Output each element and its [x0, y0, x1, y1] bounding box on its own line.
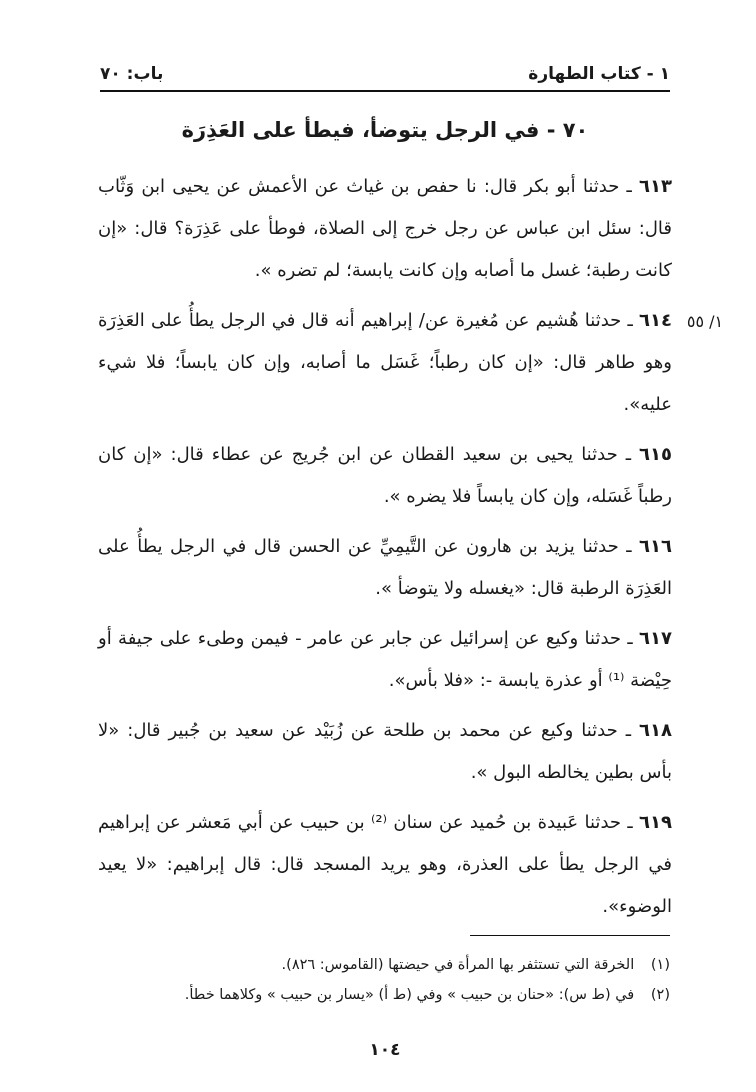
footnote-item [100, 980, 670, 1010]
header-chapter-ref: باب: ٧٠ [100, 64, 164, 84]
page-number: ١٠٤ [369, 1040, 401, 1060]
hadith-item [98, 618, 672, 706]
hadith-item [98, 526, 672, 614]
footnote-divider [470, 935, 670, 936]
hadith-number: ٦١٩ [639, 812, 672, 833]
hadith-text: ـ حدثنا أبو بكر قال: نا حفص بن غياث عن الأعمش عن يحيى ابن وَثّاب قال: سئل ابن عباس عن رجل خرج إلى الصلاة، فوطأ على عَذِرَة؟ قال: «إن كانت رطبة؛ غسل ما أصابه وإن كانت يابسة؛ لم تضره ». [98, 176, 672, 281]
hadith-item [98, 802, 672, 932]
hadith-text: ـ حدثنا عَبيدة بن حُميد عن سنان ⁽²⁾ بن حبيب عن أبي مَعشر عن إبراهيم في الرجل يطأ على العذرة، وهو يريد المسجد قال: قال إبراهيم: «لا يعيد الوضوء». [98, 812, 672, 917]
hadith-number: ٦١٥ [639, 444, 672, 465]
hadith-item [98, 434, 672, 522]
hadith-number: ٦١٤ [639, 310, 672, 331]
hadith-number: ٦١٨ [639, 720, 672, 741]
hadith-item [98, 300, 672, 430]
footnote-text: الخرقة التي تستثفر بها المرأة في حيضتها (القاموس: ٨٢٦). [281, 957, 635, 973]
hadith-text: ـ حدثنا يحيى بن سعيد القطان عن ابن جُريج عن عطاء قال: «إن كان رطباً غَسَله، وإن كان يابساً فلا يضره ». [98, 444, 672, 507]
hadith-item [98, 710, 672, 798]
footnote-number: (٢) [650, 987, 670, 1003]
hadith-list [98, 166, 672, 936]
footnote-item [100, 950, 670, 980]
header-divider [100, 90, 670, 92]
chapter-title: ٧٠ - في الرجل يتوضأ، فيطأ على العَذِرَة [181, 118, 589, 142]
footnotes [100, 950, 670, 1010]
margin-reference: ١/ ٥٥ [686, 312, 724, 331]
footnote-text: في (ط س): «حنان بن حبيب » وفي (ط أ) «يسار بن حبيب » وكلاهما خطأ. [184, 987, 635, 1003]
header-book-title: ١ - كتاب الطهارة [528, 64, 670, 84]
footnote-number: (١) [650, 957, 670, 973]
hadith-text: ـ حدثنا يزيد بن هارون عن التَّيمِيِّ عن الحسن قال في الرجل يطأُ على العَذِرَة الرطبة قال: «يغسله ولا يتوضأ ». [98, 536, 672, 599]
hadith-number: ٦١٦ [639, 536, 672, 557]
hadith-item [98, 166, 672, 296]
hadith-number: ٦١٣ [639, 176, 672, 197]
hadith-number: ٦١٧ [639, 628, 672, 649]
hadith-text: ـ حدثنا وكيع عن إسرائيل عن جابر عن عامر - فيمن وطىء على جيفة أو حِيْضة ⁽¹⁾ أو عذرة يابسة -: «فلا بأس». [98, 628, 672, 691]
running-header [100, 60, 670, 88]
hadith-text: ـ حدثنا وكيع عن محمد بن طلحة عن زُبَيْد عن سعيد بن جُبير قال: «لا بأس بطين يخالطه البول ». [98, 720, 672, 783]
hadith-text: ـ حدثنا هُشيم عن مُغيرة عن/ إبراهيم أنه قال في الرجل يطأُ على العَذِرَة وهو طاهر قال: «إن كان رطباً؛ غَسَل ما أصابه، وإن كان يابساً؛ فلا شيء عليه». [98, 310, 672, 415]
